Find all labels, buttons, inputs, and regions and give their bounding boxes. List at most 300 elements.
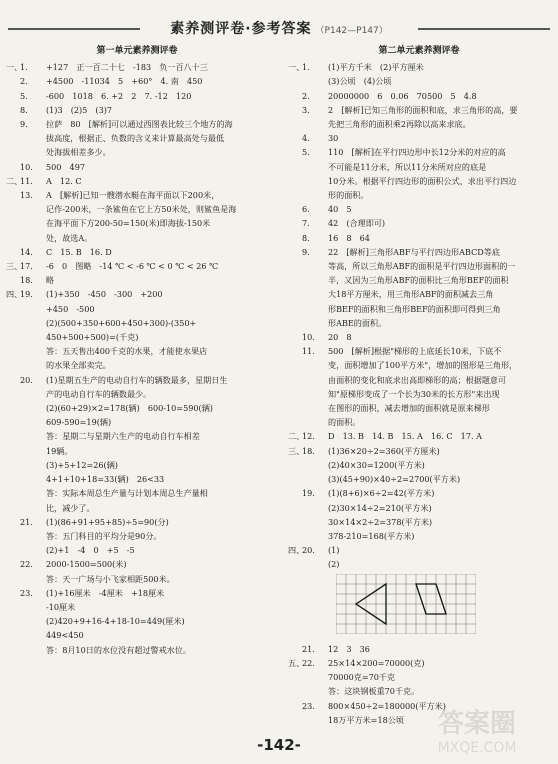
question-number: 10. <box>302 332 315 343</box>
answer-line <box>6 415 268 429</box>
question-number <box>302 401 328 415</box>
answer-line <box>6 586 268 600</box>
answer-line <box>6 373 268 387</box>
answer-line <box>288 131 550 145</box>
question-number <box>20 387 46 401</box>
question-number <box>20 472 46 486</box>
answer-text: (2)(60+29)×2=178(辆) 600-10=590(辆) <box>46 403 213 414</box>
answer-line <box>288 160 550 174</box>
answer-line <box>6 202 268 216</box>
section-label <box>6 316 20 330</box>
answer-text: (2)+1 -4 0 +5 -5 <box>46 545 135 556</box>
section-label <box>288 145 302 159</box>
answer-line <box>288 415 550 429</box>
answer-line <box>288 501 550 515</box>
answer-text: 知"原梯形变成了一个长为30米的长方形"来出现 <box>328 388 500 399</box>
unit-2-title: 第二单元素养测评卷 <box>378 46 460 56</box>
answer-text: 形的面积。 <box>328 190 369 201</box>
section-label <box>6 302 20 316</box>
question-number: 20. <box>20 374 33 385</box>
column-unit-2 <box>288 44 550 727</box>
answer-text: 500 497 <box>46 161 85 172</box>
section-label <box>6 103 20 117</box>
page-title: 素养测评卷·参考答案 <box>170 21 312 37</box>
answer-text: 答：天一广场与小飞家相距500米。 <box>46 573 175 584</box>
section-label <box>6 231 20 245</box>
question-number <box>302 259 328 273</box>
question-number <box>302 188 328 202</box>
question-number <box>302 373 328 387</box>
answer-text: 处，故选A。 <box>46 232 93 243</box>
answer-line <box>288 472 550 486</box>
question-number <box>20 572 46 586</box>
question-number <box>302 316 328 330</box>
question-number <box>302 358 328 372</box>
section-label <box>6 415 20 429</box>
answer-line <box>288 231 550 245</box>
section-label: 一、 <box>288 62 305 73</box>
answer-text: 产的电动自行车的辆数最少。 <box>46 388 152 399</box>
answer-text: 形BEF的面积和三角形BEF的面积即可得到三角 <box>328 303 501 314</box>
question-number <box>20 614 46 628</box>
question-number <box>20 628 46 642</box>
section-label <box>6 160 20 174</box>
question-number: 23. <box>20 587 33 598</box>
answer-text: 答：五门科目的平均分是90分。 <box>46 530 162 541</box>
answer-line <box>6 458 268 472</box>
question-number: 8. <box>20 104 28 115</box>
section-label <box>6 117 20 131</box>
answer-text: (2)30×14÷2=210(平方米) <box>328 502 432 513</box>
section-label <box>6 373 20 387</box>
section-label <box>288 188 302 202</box>
answer-text: 20000000 6 0.06 70500 5 4.8 <box>328 90 477 101</box>
question-number: 2. <box>20 76 28 87</box>
section-label <box>6 216 20 230</box>
section-label <box>288 131 302 145</box>
question-number <box>302 387 328 401</box>
question-number <box>20 145 46 159</box>
answer-line <box>6 501 268 515</box>
answer-text: 12 3 36 <box>328 643 370 654</box>
answer-text: (1)(8+6)×6÷2=42(平方米) <box>328 488 435 499</box>
section-label <box>6 273 20 287</box>
section-label <box>6 387 20 401</box>
section-label <box>6 515 20 529</box>
answer-line <box>288 458 550 472</box>
section-label <box>288 160 302 174</box>
answer-text: 略 <box>46 275 55 286</box>
grid-figure <box>288 574 550 638</box>
answer-text: 800×450÷2=180000(平方米) <box>328 700 446 711</box>
answer-text: 25×14×200=70000(克) <box>328 657 425 668</box>
answer-text: 22 [解析]三角形ABF与平行四边形ABCD等底 <box>328 246 500 257</box>
answer-line <box>6 145 268 159</box>
answer-text: 20 8 <box>328 332 352 343</box>
section-label <box>288 174 302 188</box>
question-number <box>20 216 46 230</box>
answer-text: (2)40×30=1200(平方米) <box>328 459 425 470</box>
answer-line <box>6 216 268 230</box>
answer-text: -6 0 图略 -14 ℃ < -6 ℃ < 0 ℃ < 26 ℃ <box>46 261 219 272</box>
unit-2-answers <box>288 60 550 727</box>
section-label <box>6 543 20 557</box>
answer-text: (2)420+9+16-4+18-10=449(厘米) <box>46 616 185 627</box>
answer-text: 110 [解析]在平行四边形中长12分米的对应的高 <box>328 147 506 158</box>
question-number <box>20 302 46 316</box>
question-number <box>302 273 328 287</box>
answer-text: 处海拔相差多少。 <box>46 147 111 158</box>
section-label <box>288 103 302 117</box>
answer-text: 比，减少了。 <box>46 502 95 513</box>
question-number: 11. <box>302 346 315 357</box>
section-label <box>6 145 20 159</box>
answer-line <box>6 117 268 131</box>
unit-1-title: 第一单元素养测评卷 <box>96 46 178 56</box>
answer-line <box>6 628 268 642</box>
answer-line <box>288 302 550 316</box>
section-label <box>6 401 20 415</box>
answer-text: (1)平方千米 (2)平方厘米 <box>328 62 424 73</box>
question-number <box>302 684 328 698</box>
section-label <box>288 684 302 698</box>
answer-text: 记作-200米，一条鲨鱼在它上方50米处，则鲨鱼是海 <box>46 204 237 215</box>
section-label <box>288 259 302 273</box>
question-number <box>302 557 328 571</box>
answer-line <box>6 103 268 117</box>
section-label <box>288 501 302 515</box>
answer-line <box>6 231 268 245</box>
section-label <box>288 415 302 429</box>
question-number: 1. <box>302 62 310 73</box>
page-number: -142- <box>257 736 301 754</box>
section-label <box>288 216 302 230</box>
answer-text: 30×14×2÷2=378(平方米) <box>328 516 433 527</box>
answer-line <box>6 643 268 657</box>
answer-line <box>6 302 268 316</box>
section-label <box>6 131 20 145</box>
section-label <box>288 529 302 543</box>
question-number <box>20 444 46 458</box>
section-label <box>288 486 302 500</box>
question-number: 18. <box>302 445 315 456</box>
answer-line <box>6 572 268 586</box>
grid-drawing <box>336 574 476 634</box>
section-label: 四、 <box>6 289 23 300</box>
answer-text: (2) <box>328 559 340 570</box>
section-label: 三、 <box>288 445 305 456</box>
answer-text: 变，面积增加了100平方米"，增加的图形是三角形， <box>328 360 518 371</box>
section-label <box>288 699 302 713</box>
answer-line <box>6 515 268 529</box>
answer-line <box>6 330 268 344</box>
question-number: 4. <box>302 133 310 144</box>
question-number <box>20 316 46 330</box>
answer-line <box>288 515 550 529</box>
answer-line <box>288 202 550 216</box>
answer-text: 42 (合理即可) <box>328 218 386 229</box>
section-label <box>288 401 302 415</box>
question-number <box>20 501 46 515</box>
answer-text: 由面积的变化和底求出高即梯形的高；根据题意可 <box>328 374 507 385</box>
answer-text: 答：8月10日的水位没有超过警戒水位。 <box>46 644 191 655</box>
section-label <box>6 586 20 600</box>
answer-text: 在图形的面积，减去增加的面积就是原来梯形 <box>328 403 490 414</box>
question-number <box>20 529 46 543</box>
question-number: 1. <box>20 62 28 73</box>
answer-line <box>288 273 550 287</box>
answer-text: 40 5 <box>328 204 352 215</box>
answer-line <box>6 401 268 415</box>
question-number <box>302 117 328 131</box>
question-number <box>302 415 328 429</box>
answer-line <box>288 60 550 74</box>
answer-text: 450+500+500)=(千克) <box>46 332 139 343</box>
question-number <box>20 643 46 657</box>
section-label: 一、 <box>6 62 23 73</box>
answer-line <box>288 373 550 387</box>
answer-text: (1)星期五生产的电动自行车的辆数最多，星期日生 <box>46 374 228 385</box>
section-label <box>288 557 302 571</box>
answer-text: 18万平方米=18公顷 <box>328 714 404 725</box>
question-number <box>20 415 46 429</box>
answer-text: (1) <box>328 545 340 556</box>
section-label <box>288 670 302 684</box>
answer-line <box>6 429 268 443</box>
answer-text: 半，又因为三角形ABF的面积比三角形BEF的面积 <box>328 275 509 286</box>
question-number <box>20 429 46 443</box>
answer-text: -10厘米 <box>46 601 76 612</box>
answer-text: (3)+5+12=26(辆) <box>46 459 118 470</box>
watermark-url: MXQE.COM <box>437 740 517 756</box>
question-number <box>20 202 46 216</box>
section-label <box>288 287 302 301</box>
question-number <box>302 160 328 174</box>
answer-text: 形ABE的面积。 <box>328 317 387 328</box>
answer-line <box>6 60 268 74</box>
grid-parallelogram <box>416 584 446 614</box>
question-number: 5. <box>20 90 28 101</box>
answer-text: 378-210=168(平方米) <box>328 530 415 541</box>
question-number <box>302 174 328 188</box>
answer-text: 的面积。 <box>328 417 361 428</box>
question-number <box>20 330 46 344</box>
section-label <box>288 202 302 216</box>
question-number: 18. <box>20 275 33 286</box>
answer-line <box>288 684 550 698</box>
question-number <box>302 713 328 727</box>
question-number: 19. <box>20 289 33 300</box>
section-label: 二、 <box>6 175 23 186</box>
answer-line <box>6 444 268 458</box>
answer-line <box>6 472 268 486</box>
answer-line <box>6 316 268 330</box>
question-number: 8. <box>302 232 310 243</box>
answer-text: 609-590=19(辆) <box>46 417 112 428</box>
section-label <box>288 458 302 472</box>
section-label <box>6 202 20 216</box>
question-number: 3. <box>302 104 310 115</box>
section-label <box>288 642 302 656</box>
section-label: 二、 <box>288 431 305 442</box>
question-number <box>20 401 46 415</box>
answer-text: 500 [解析]根据"梯形的上底延长10米，下底不 <box>328 346 502 357</box>
answer-line <box>6 160 268 174</box>
answer-text: (1)+350 -450 -300 +200 <box>46 289 163 300</box>
answer-line <box>6 344 268 358</box>
section-label <box>6 444 20 458</box>
question-number <box>20 358 46 372</box>
section-label <box>288 387 302 401</box>
section-label <box>288 344 302 358</box>
answer-text: 2 [解析]已知三角形的面积和底，求三角形的高，要 <box>328 104 518 115</box>
answer-text: 拉萨 80 [解析]可以通过西图表比较三个地方的海 <box>46 119 233 130</box>
column-unit-1 <box>6 44 268 657</box>
answer-line <box>288 429 550 443</box>
section-label <box>288 74 302 88</box>
answer-line <box>6 245 268 259</box>
section-label: 四、 <box>288 545 305 556</box>
answer-line <box>288 316 550 330</box>
question-number: 22. <box>302 657 315 668</box>
question-number: 20. <box>302 545 315 556</box>
section-label: 三、 <box>6 261 23 272</box>
answer-text: 10分米。根据平行四边形的面积公式，求出平行四边 <box>328 175 517 186</box>
answer-line <box>288 245 550 259</box>
section-label <box>288 713 302 727</box>
answer-line <box>6 387 268 401</box>
answer-text: +127 正一百二十七 -183 负一百八十三 <box>46 62 208 73</box>
answer-text: D 13. B 14. B 15. A 16. C 17. A <box>328 431 482 442</box>
section-label <box>288 117 302 131</box>
question-number <box>302 472 328 486</box>
answer-text: (2)(500+350+600+450+300)-(350+ <box>46 317 197 328</box>
question-number <box>20 543 46 557</box>
answer-text: 4+1+10+18=33(辆) 26<33 <box>46 474 165 485</box>
answer-text: A [解析]已知一艘潜水艇在海平面以下200米， <box>46 190 220 201</box>
answer-line <box>6 273 268 287</box>
question-number <box>302 529 328 543</box>
answer-line <box>288 216 550 230</box>
answer-line <box>6 529 268 543</box>
question-number: 9. <box>302 246 310 257</box>
section-label <box>288 358 302 372</box>
question-number: 12. <box>302 431 315 442</box>
answer-line <box>288 89 550 103</box>
answer-line <box>288 486 550 500</box>
answer-text: 16 8 64 <box>328 232 370 243</box>
question-number <box>302 302 328 316</box>
question-number <box>20 344 46 358</box>
answer-line <box>288 174 550 188</box>
question-number <box>302 515 328 529</box>
answer-text: 70000克=70千克 <box>328 672 396 683</box>
section-label <box>6 628 20 642</box>
question-number: 11. <box>20 175 33 186</box>
answer-text: +450 -500 <box>46 303 95 314</box>
answer-text: (1)(86+91+95+85)÷5=90(分) <box>46 516 169 527</box>
answer-line <box>288 656 550 670</box>
question-number: 21. <box>302 643 315 654</box>
answer-text: A 12. C <box>46 175 82 186</box>
answer-text: 30 <box>328 133 339 144</box>
answer-line <box>288 117 550 131</box>
question-number <box>20 131 46 145</box>
answer-line <box>288 358 550 372</box>
section-label <box>6 486 20 500</box>
answer-text: C 15. B 16. D <box>46 246 112 257</box>
answer-text: 等高，所以三角形ABF的面积是平行四边形面积的一 <box>328 261 516 272</box>
section-label <box>6 89 20 103</box>
answer-line <box>6 174 268 188</box>
answer-line <box>6 287 268 301</box>
answer-line <box>288 330 550 344</box>
section-label <box>288 231 302 245</box>
answer-text: 答：实际本周总生产量与计划本周总生产量相 <box>46 488 208 499</box>
section-label <box>6 600 20 614</box>
question-number <box>20 486 46 500</box>
page-range: （P142—P147） <box>315 26 388 36</box>
section-label <box>288 472 302 486</box>
answer-line <box>288 188 550 202</box>
answer-text: 答：五天售出400千克的水果，才能使水果店 <box>46 346 208 357</box>
section-label <box>288 515 302 529</box>
answer-text: 先把三角形的面积乘2再除以高来求底。 <box>328 119 471 130</box>
question-number <box>302 670 328 684</box>
answer-text: (3)(45+90)×40÷2=2700(平方米) <box>328 474 461 485</box>
answer-line <box>288 529 550 543</box>
section-label <box>288 316 302 330</box>
section-label <box>288 373 302 387</box>
question-number: 14. <box>20 246 33 257</box>
section-label <box>6 330 20 344</box>
question-number: 17. <box>20 261 33 272</box>
question-number: 2. <box>302 90 310 101</box>
section-label <box>6 188 20 202</box>
answer-line <box>6 131 268 145</box>
answer-line <box>6 358 268 372</box>
answer-text: 不可能是11分米，所以11分米所对应的底是 <box>328 161 487 172</box>
answer-line <box>6 74 268 88</box>
section-label <box>288 302 302 316</box>
answer-line <box>288 557 550 571</box>
answer-line <box>6 614 268 628</box>
answer-line <box>6 543 268 557</box>
question-number: 23. <box>302 700 315 711</box>
question-number <box>20 458 46 472</box>
answer-text: (1)+16厘米 -4厘米 +18厘米 <box>46 587 165 598</box>
question-number <box>302 501 328 515</box>
section-label <box>6 74 20 88</box>
section-label <box>288 330 302 344</box>
answer-line <box>288 444 550 458</box>
answer-text: (3)公顷 (4)公顷 <box>328 76 392 87</box>
answer-text: 19辆。 <box>46 445 73 456</box>
answer-line <box>6 89 268 103</box>
answer-text: (1)36×20÷2=360(平方厘米) <box>328 445 440 456</box>
section-label <box>6 429 20 443</box>
section-label <box>288 245 302 259</box>
question-number: 19. <box>302 488 315 499</box>
question-number: 10. <box>20 161 33 172</box>
section-label <box>288 89 302 103</box>
question-number <box>302 458 328 472</box>
question-number: 13. <box>20 190 33 201</box>
answer-line <box>288 642 550 656</box>
section-label <box>6 472 20 486</box>
answer-line <box>288 259 550 273</box>
section-label <box>6 643 20 657</box>
